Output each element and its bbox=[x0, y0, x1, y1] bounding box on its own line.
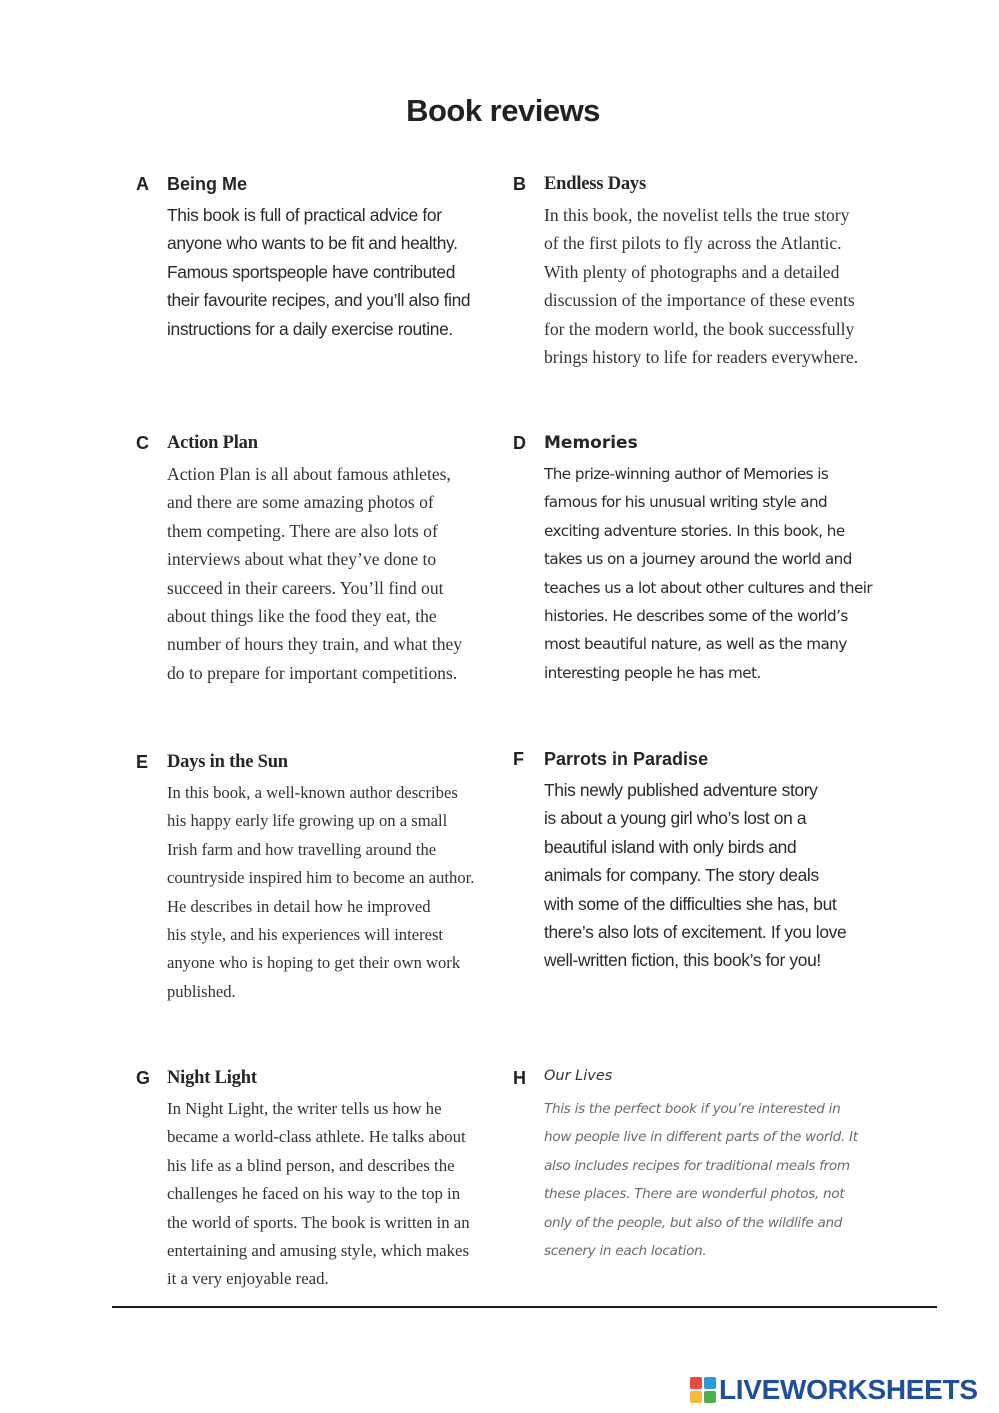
review-letter: E bbox=[136, 752, 149, 772]
review-text: This is the perfect book if you’re interested in how people live in different parts of the world. It also includes recipes for traditional meals from these places. There are wonderful photos, not only of the people, but also of the wildlife and scenery in each location. bbox=[544, 1101, 858, 1260]
review-title: Memories bbox=[544, 433, 638, 453]
review-letter: C bbox=[136, 433, 149, 453]
review-text: The prize-winning author of Memories is famous for his unusual writing style and exciting adventure stories. In this book, he takes us on a journey around the world and teaches us a lot about other cultures and their histories. He describes some of the world’s most beautiful nature, as well as the many interesting people he has met. bbox=[544, 465, 873, 682]
review-title: Action Plan bbox=[167, 433, 258, 453]
review-letter: A bbox=[136, 174, 149, 194]
review-title: Our Lives bbox=[544, 1068, 613, 1084]
review-letter: H bbox=[513, 1068, 526, 1088]
review-text: This newly published adventure story is about a young girl who’s lost on a beautiful island with only birds and animals for company. The story deals with some of the difficulties she has, but there’s also lots of excitement. If you love well-written fiction, this book’s for you! bbox=[544, 780, 847, 971]
page-title: Book reviews bbox=[406, 93, 600, 128]
logo-icon bbox=[690, 1377, 716, 1403]
review-title: Night Light bbox=[167, 1068, 257, 1088]
review-letter: F bbox=[513, 749, 524, 769]
review-title: Parrots in Paradise bbox=[544, 749, 709, 769]
review-text: In Night Light, the writer tells us how he became a world-class athlete. He talks about his life as a blind person, and describes the challenges he faced on his way to the top in the world of sports. The book is written in an entertaining and amusing style, which makes it a very enjoyable read. bbox=[167, 1099, 470, 1289]
review-title: Days in the Sun bbox=[167, 752, 288, 772]
logo-text: LIVEWORKSHEETS bbox=[719, 1374, 978, 1405]
review-letter: G bbox=[136, 1068, 151, 1088]
review-text: In this book, a well-known author describes his happy early life growing up on a small Irish farm and how travelling around the countryside inspired him to become an author. He describes in detail how he improved his style, and his experiences will interest anyone who is hoping to get their own work published. bbox=[167, 783, 475, 1001]
review-text: Action Plan is all about famous athletes, and there are some amazing photos of them competing. There are also lots of interviews about what they’ve done to succeed in their careers. You’ll find out about things like the food they eat, the number of hours they train, and what they do to prepare for important competitions. bbox=[167, 464, 463, 683]
review-letter: B bbox=[513, 174, 526, 194]
review-title: Being Me bbox=[167, 174, 248, 194]
review-text: In this book, the novelist tells the true story of the first pilots to fly across the Atlantic. With plenty of photographs and a detailed discussion of the importance of these events for the modern world, the book successfully brings history to life for readers everywhere. bbox=[544, 205, 859, 368]
review-text: This book is full of practical advice for anyone who wants to be fit and healthy. Famous sportspeople have contributed their favourite recipes, and you’ll also find instructions for a daily exercise routine. bbox=[167, 205, 471, 339]
review-letter: D bbox=[513, 433, 526, 453]
divider-line bbox=[112, 1306, 937, 1308]
review-title: Endless Days bbox=[544, 174, 646, 194]
liveworksheets-logo bbox=[690, 1375, 978, 1405]
